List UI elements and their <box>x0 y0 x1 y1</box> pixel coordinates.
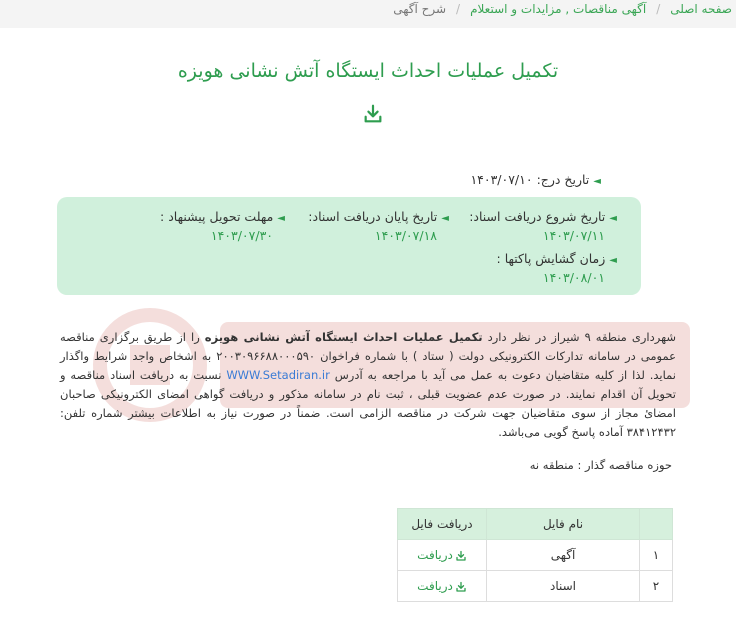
download-link[interactable] <box>398 540 487 571</box>
breadcrumb-section[interactable]: آگهی مناقصات , مزایدات و استعلام <box>470 2 647 16</box>
row-number: ۱ <box>640 540 673 571</box>
download-label: دریافت <box>417 548 453 562</box>
row-number: ۲ <box>640 571 673 602</box>
description-part1: شهرداری منطقه ۹ شیراز در نظر دارد <box>482 330 677 344</box>
download-icon <box>455 550 467 562</box>
post-date <box>470 172 601 187</box>
table-row <box>398 540 673 571</box>
start-date <box>469 209 617 243</box>
tender-description <box>60 328 676 442</box>
description-part2: را از طریق برگزاری مناقصه عمومی در سامانه تدارکات الکترونیکی دولت ( ستاد ) با شماره فراخوان ۲۰۰۳۰۹۶۶۸۸۰۰۰۵۹۰ به اشخاص واجد شرایط واگذار نماید. لذا از کلیه متقاضیان دعوت به عمل می آید با مراجعه به آدرس <box>60 330 677 382</box>
end-date-value: ۱۴۰۳/۰۷/۱۸ <box>374 228 437 243</box>
opening-date-label: زمان گشایش پاکتها : <box>496 251 606 266</box>
breadcrumb-home[interactable]: صفحه اصلی <box>670 2 732 16</box>
table-header-row <box>398 509 673 540</box>
setadiran-link[interactable]: WWW.Setadiran.ir <box>226 368 330 382</box>
bullet-icon: ◄ <box>609 213 617 224</box>
breadcrumb-separator: / <box>656 2 661 16</box>
tender-region: حوزه مناقصه گذار : منطقه نه <box>529 458 672 472</box>
opening-date-value: ۱۴۰۳/۰۸/۰۱ <box>542 270 605 285</box>
download-icon[interactable] <box>362 103 384 125</box>
header-num <box>640 509 673 540</box>
bullet-icon: ◄ <box>441 213 449 224</box>
bullet-icon: ◄ <box>593 176 601 187</box>
dates-panel <box>57 197 641 295</box>
page-title: تکمیل عملیات احداث ایستگاه آتش نشانی هویزه <box>177 60 559 82</box>
header-download: دریافت فایل <box>398 509 487 540</box>
download-label: دریافت <box>417 579 453 593</box>
submit-deadline-value: ۱۴۰۳/۰۷/۳۰ <box>210 228 273 243</box>
file-name: آگهی <box>487 540 640 571</box>
end-date <box>308 209 449 243</box>
description-bold: تکمیل عملیات احداث ایستگاه آتش نشانی هویزه <box>204 330 483 344</box>
download-icon <box>455 581 467 593</box>
download-link[interactable] <box>398 571 487 602</box>
header-name: نام فایل <box>487 509 640 540</box>
file-name: اسناد <box>487 571 640 602</box>
files-table <box>397 508 673 602</box>
end-date-label: تاریخ پایان دریافت اسناد: <box>308 209 438 224</box>
submit-deadline <box>160 209 285 243</box>
breadcrumb-separator: / <box>456 2 461 16</box>
description-part3: نسبت به دریافت اسناد مناقصه و تحویل آن اقدام نمایند. در صورت عدم عضویت قبلی ، ثبت نام در سامانه مذکور و دریافت گواهی امضای الکترونیکی صاحبان امضائ مجاز از سوی متقاضیان جهت شرکت در مناقصه الزامی است. ضمناً در صورت نیاز به اطلاعات بیشتر شماره تلفن: ۳۸۴۱۲۴۳۲ آماده پاسخ گویی می‌باشد. <box>60 368 676 439</box>
breadcrumb <box>0 0 736 26</box>
post-date-label: تاریخ درج: <box>536 172 590 187</box>
opening-date <box>497 251 617 285</box>
breadcrumb-current: شرح آگهی <box>393 2 447 16</box>
bullet-icon: ◄ <box>277 213 285 224</box>
table-row <box>398 571 673 602</box>
start-date-value: ۱۴۰۳/۰۷/۱۱ <box>542 228 605 243</box>
bullet-icon: ◄ <box>609 255 617 266</box>
submit-deadline-label: مهلت تحویل پیشنهاد : <box>160 209 274 224</box>
start-date-label: تاریخ شروع دریافت اسناد: <box>469 209 606 224</box>
post-date-value: ۱۴۰۳/۰۷/۱۰ <box>470 172 533 187</box>
